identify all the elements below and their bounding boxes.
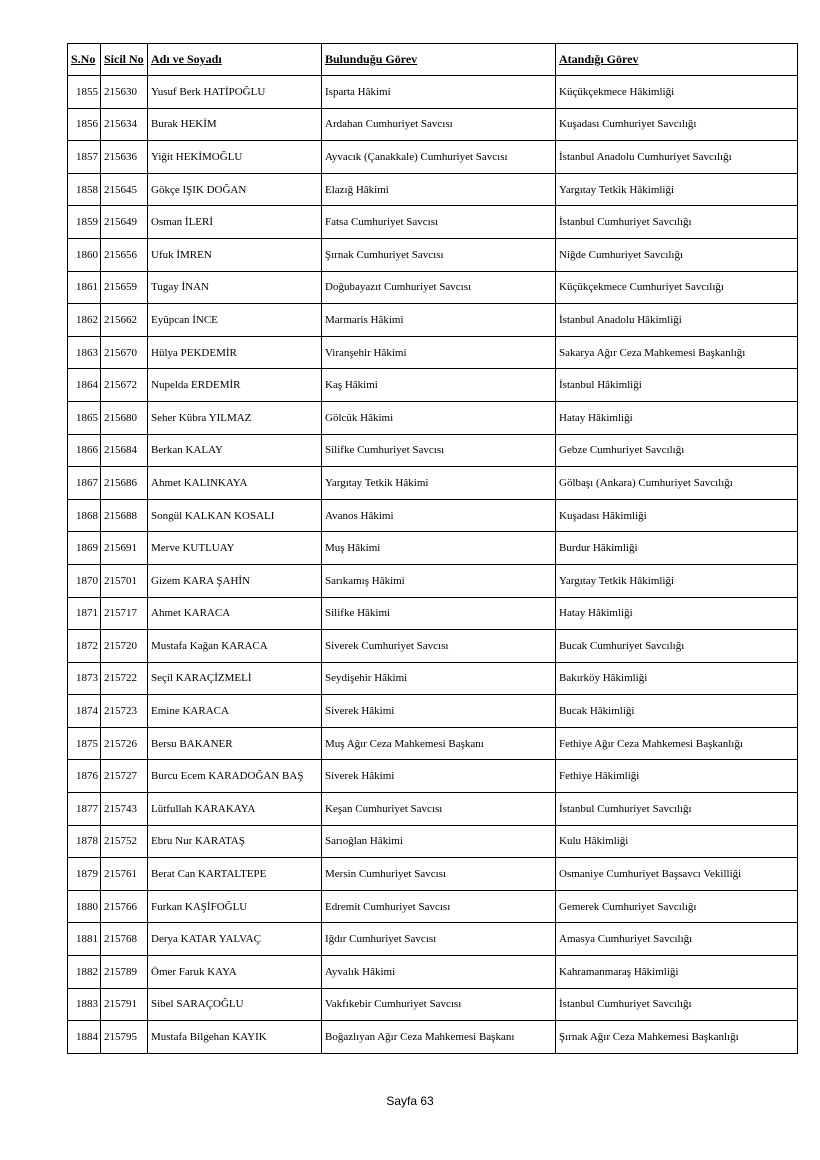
name-cell: Mustafa Bilgehan KAYIK — [148, 1021, 322, 1054]
table-body — [68, 76, 798, 1054]
current-post-cell: Siverek Hâkimi — [322, 760, 556, 793]
current-post-cell: Elazığ Hâkimi — [322, 173, 556, 206]
assigned-post-cell: Kulu Hâkimliği — [556, 825, 798, 858]
sicil-no-cell: 215659 — [101, 271, 148, 304]
sno-cell: 1875 — [68, 727, 101, 760]
table-row — [68, 1021, 798, 1054]
assigned-post-cell: İstanbul Anadolu Hâkimliği — [556, 304, 798, 337]
table-row — [68, 76, 798, 109]
table-row — [68, 727, 798, 760]
sicil-no-cell: 215662 — [101, 304, 148, 337]
current-post-cell: Keşan Cumhuriyet Savcısı — [322, 793, 556, 826]
current-post-cell: Isparta Hâkimi — [322, 76, 556, 109]
assigned-post-cell: Fethiye Hâkimliği — [556, 760, 798, 793]
sicil-no-cell: 215686 — [101, 467, 148, 500]
current-post-cell: Siverek Hâkimi — [322, 695, 556, 728]
table-row — [68, 988, 798, 1021]
sicil-no-cell: 215789 — [101, 956, 148, 989]
current-post-cell: Avanos Hâkimi — [322, 499, 556, 532]
table-row — [68, 858, 798, 891]
sno-cell: 1873 — [68, 662, 101, 695]
current-post-cell: Doğubayazıt Cumhuriyet Savcısı — [322, 271, 556, 304]
sicil-no-cell: 215684 — [101, 434, 148, 467]
sno-cell: 1871 — [68, 597, 101, 630]
name-cell: Burak HEKİM — [148, 108, 322, 141]
table-row — [68, 695, 798, 728]
assigned-post-cell: Küçükçekmece Cumhuriyet Savcılığı — [556, 271, 798, 304]
current-post-cell: Yargıtay Tetkik Hâkimi — [322, 467, 556, 500]
sicil-no-cell: 215691 — [101, 532, 148, 565]
sno-cell: 1863 — [68, 336, 101, 369]
sno-cell: 1857 — [68, 141, 101, 174]
name-cell: Gökçe IŞIK DOĞAN — [148, 173, 322, 206]
current-post-cell: Muş Ağır Ceza Mahkemesi Başkanı — [322, 727, 556, 760]
column-header-assigned-post: Atandığı Görev — [556, 44, 798, 76]
sno-cell: 1876 — [68, 760, 101, 793]
assigned-post-cell: Hatay Hâkimliği — [556, 401, 798, 434]
name-cell: Nupelda ERDEMİR — [148, 369, 322, 402]
current-post-cell: Şırnak Cumhuriyet Savcısı — [322, 238, 556, 271]
name-cell: Ahmet KARACA — [148, 597, 322, 630]
name-cell: Berkan KALAY — [148, 434, 322, 467]
appointments-table — [67, 43, 798, 1054]
name-cell: Ömer Faruk KAYA — [148, 956, 322, 989]
name-cell: Burcu Ecem KARADOĞAN BAŞ — [148, 760, 322, 793]
sno-cell: 1878 — [68, 825, 101, 858]
name-cell: Sibel SARAÇOĞLU — [148, 988, 322, 1021]
current-post-cell: Ayvalık Hâkimi — [322, 956, 556, 989]
current-post-cell: Ardahan Cumhuriyet Savcısı — [322, 108, 556, 141]
name-cell: Furkan KAŞİFOĞLU — [148, 890, 322, 923]
table-row — [68, 369, 798, 402]
current-post-cell: Muş Hâkimi — [322, 532, 556, 565]
assigned-post-cell: İstanbul Cumhuriyet Savcılığı — [556, 988, 798, 1021]
sno-cell: 1868 — [68, 499, 101, 532]
table-row — [68, 271, 798, 304]
sno-cell: 1855 — [68, 76, 101, 109]
sno-cell: 1869 — [68, 532, 101, 565]
assigned-post-cell: Fethiye Ağır Ceza Mahkemesi Başkanlığı — [556, 727, 798, 760]
table-row — [68, 564, 798, 597]
sno-cell: 1866 — [68, 434, 101, 467]
sicil-no-cell: 215688 — [101, 499, 148, 532]
assigned-post-cell: Osmaniye Cumhuriyet Başsavcı Vekilliği — [556, 858, 798, 891]
current-post-cell: Sarıkamış Hâkimi — [322, 564, 556, 597]
assigned-post-cell: Kuşadası Cumhuriyet Savcılığı — [556, 108, 798, 141]
sno-cell: 1870 — [68, 564, 101, 597]
table-row — [68, 499, 798, 532]
sicil-no-cell: 215630 — [101, 76, 148, 109]
name-cell: Merve KUTLUAY — [148, 532, 322, 565]
current-post-cell: Ayvacık (Çanakkale) Cumhuriyet Savcısı — [322, 141, 556, 174]
sicil-no-cell: 215720 — [101, 630, 148, 663]
current-post-cell: Seydişehir Hâkimi — [322, 662, 556, 695]
current-post-cell: Iğdır Cumhuriyet Savcısı — [322, 923, 556, 956]
current-post-cell: Marmaris Hâkimi — [322, 304, 556, 337]
assigned-post-cell: Yargıtay Tetkik Hâkimliği — [556, 564, 798, 597]
current-post-cell: Vakfıkebir Cumhuriyet Savcısı — [322, 988, 556, 1021]
name-cell: Derya KATAR YALVAÇ — [148, 923, 322, 956]
table-row — [68, 923, 798, 956]
name-cell: Bersu BAKANER — [148, 727, 322, 760]
sicil-no-cell: 215656 — [101, 238, 148, 271]
column-header-sno: S.No — [68, 44, 101, 76]
sno-cell: 1858 — [68, 173, 101, 206]
sno-cell: 1877 — [68, 793, 101, 826]
sno-cell: 1879 — [68, 858, 101, 891]
assigned-post-cell: Yargıtay Tetkik Hâkimliği — [556, 173, 798, 206]
sno-cell: 1882 — [68, 956, 101, 989]
assigned-post-cell: Küçükçekmece Hâkimliği — [556, 76, 798, 109]
assigned-post-cell: Gebze Cumhuriyet Savcılığı — [556, 434, 798, 467]
table-row — [68, 760, 798, 793]
sicil-no-cell: 215636 — [101, 141, 148, 174]
name-cell: Gizem KARA ŞAHİN — [148, 564, 322, 597]
sicil-no-cell: 215761 — [101, 858, 148, 891]
assigned-post-cell: Bucak Hâkimliği — [556, 695, 798, 728]
name-cell: Berat Can KARTALTEPE — [148, 858, 322, 891]
assigned-post-cell: Bucak Cumhuriyet Savcılığı — [556, 630, 798, 663]
assigned-post-cell: Gölbaşı (Ankara) Cumhuriyet Savcılığı — [556, 467, 798, 500]
current-post-cell: Silifke Cumhuriyet Savcısı — [322, 434, 556, 467]
name-cell: Seher Kübra YILMAZ — [148, 401, 322, 434]
sicil-no-cell: 215791 — [101, 988, 148, 1021]
sicil-no-cell: 215743 — [101, 793, 148, 826]
sno-cell: 1862 — [68, 304, 101, 337]
sicil-no-cell: 215768 — [101, 923, 148, 956]
table-row — [68, 173, 798, 206]
table-row — [68, 467, 798, 500]
table-row — [68, 304, 798, 337]
assigned-post-cell: Bakırköy Hâkimliği — [556, 662, 798, 695]
assigned-post-cell: Sakarya Ağır Ceza Mahkemesi Başkanlığı — [556, 336, 798, 369]
assigned-post-cell: Şırnak Ağır Ceza Mahkemesi Başkanlığı — [556, 1021, 798, 1054]
sno-cell: 1883 — [68, 988, 101, 1021]
table-row — [68, 108, 798, 141]
sno-cell: 1880 — [68, 890, 101, 923]
current-post-cell: Sarıoğlan Hâkimi — [322, 825, 556, 858]
table-row — [68, 336, 798, 369]
sicil-no-cell: 215722 — [101, 662, 148, 695]
assigned-post-cell: İstanbul Anadolu Cumhuriyet Savcılığı — [556, 141, 798, 174]
table-row — [68, 141, 798, 174]
name-cell: Songül KALKAN KOSALI — [148, 499, 322, 532]
sno-cell: 1872 — [68, 630, 101, 663]
column-header-current-post: Bulunduğu Görev — [322, 44, 556, 76]
assigned-post-cell: Burdur Hâkimliği — [556, 532, 798, 565]
sicil-no-cell: 215766 — [101, 890, 148, 923]
current-post-cell: Kaş Hâkimi — [322, 369, 556, 402]
sicil-no-cell: 215752 — [101, 825, 148, 858]
sno-cell: 1860 — [68, 238, 101, 271]
assigned-post-cell: Hatay Hâkimliği — [556, 597, 798, 630]
name-cell: Hülya PEKDEMİR — [148, 336, 322, 369]
table-row — [68, 793, 798, 826]
sicil-no-cell: 215672 — [101, 369, 148, 402]
name-cell: Ebru Nur KARATAŞ — [148, 825, 322, 858]
sicil-no-cell: 215649 — [101, 206, 148, 239]
name-cell: Yusuf Berk HATİPOĞLU — [148, 76, 322, 109]
sno-cell: 1856 — [68, 108, 101, 141]
table-row — [68, 401, 798, 434]
name-cell: Ufuk İMREN — [148, 238, 322, 271]
current-post-cell: Fatsa Cumhuriyet Savcısı — [322, 206, 556, 239]
sicil-no-cell: 215795 — [101, 1021, 148, 1054]
name-cell: Mustafa Kağan KARACA — [148, 630, 322, 663]
sno-cell: 1867 — [68, 467, 101, 500]
name-cell: Yiğit HEKİMOĞLU — [148, 141, 322, 174]
name-cell: Tugay İNAN — [148, 271, 322, 304]
current-post-cell: Mersin Cumhuriyet Savcısı — [322, 858, 556, 891]
header-row — [68, 44, 798, 76]
sicil-no-cell: 215723 — [101, 695, 148, 728]
table-row — [68, 532, 798, 565]
table-row — [68, 890, 798, 923]
assigned-post-cell: Gemerek Cumhuriyet Savcılığı — [556, 890, 798, 923]
current-post-cell: Silifke Hâkimi — [322, 597, 556, 630]
assigned-post-cell: Kahramanmaraş Hâkimliği — [556, 956, 798, 989]
current-post-cell: Edremit Cumhuriyet Savcısı — [322, 890, 556, 923]
table-row — [68, 630, 798, 663]
current-post-cell: Boğazlıyan Ağır Ceza Mahkemesi Başkanı — [322, 1021, 556, 1054]
sno-cell: 1864 — [68, 369, 101, 402]
table-row — [68, 956, 798, 989]
sno-cell: 1861 — [68, 271, 101, 304]
sicil-no-cell: 215701 — [101, 564, 148, 597]
sicil-no-cell: 215717 — [101, 597, 148, 630]
assigned-post-cell: İstanbul Hâkimliği — [556, 369, 798, 402]
name-cell: Lütfullah KARAKAYA — [148, 793, 322, 826]
table-row — [68, 662, 798, 695]
column-header-name: Adı ve Soyadı — [148, 44, 322, 76]
sno-cell: 1874 — [68, 695, 101, 728]
table-row — [68, 825, 798, 858]
name-cell: Seçil KARAÇİZMELİ — [148, 662, 322, 695]
table-row — [68, 238, 798, 271]
sicil-no-cell: 215645 — [101, 173, 148, 206]
assigned-post-cell: İstanbul Cumhuriyet Savcılığı — [556, 206, 798, 239]
sicil-no-cell: 215727 — [101, 760, 148, 793]
current-post-cell: Siverek Cumhuriyet Savcısı — [322, 630, 556, 663]
assigned-post-cell: İstanbul Cumhuriyet Savcılığı — [556, 793, 798, 826]
assigned-post-cell: Niğde Cumhuriyet Savcılığı — [556, 238, 798, 271]
current-post-cell: Viranşehir Hâkimi — [322, 336, 556, 369]
assigned-post-cell: Kuşadası Hâkimliği — [556, 499, 798, 532]
sno-cell: 1881 — [68, 923, 101, 956]
current-post-cell: Gölcük Hâkimi — [322, 401, 556, 434]
table-row — [68, 434, 798, 467]
sicil-no-cell: 215680 — [101, 401, 148, 434]
name-cell: Emine KARACA — [148, 695, 322, 728]
assigned-post-cell: Amasya Cumhuriyet Savcılığı — [556, 923, 798, 956]
table-row — [68, 206, 798, 239]
table-header — [68, 44, 798, 76]
sno-cell: 1865 — [68, 401, 101, 434]
sicil-no-cell: 215670 — [101, 336, 148, 369]
sicil-no-cell: 215634 — [101, 108, 148, 141]
sno-cell: 1884 — [68, 1021, 101, 1054]
table-row — [68, 597, 798, 630]
column-header-sicil-no: Sicil No — [101, 44, 148, 76]
page-number: Sayfa 63 — [386, 1094, 434, 1108]
sicil-no-cell: 215726 — [101, 727, 148, 760]
name-cell: Eyüpcan İNCE — [148, 304, 322, 337]
name-cell: Osman İLERİ — [148, 206, 322, 239]
sno-cell: 1859 — [68, 206, 101, 239]
name-cell: Ahmet KALINKAYA — [148, 467, 322, 500]
